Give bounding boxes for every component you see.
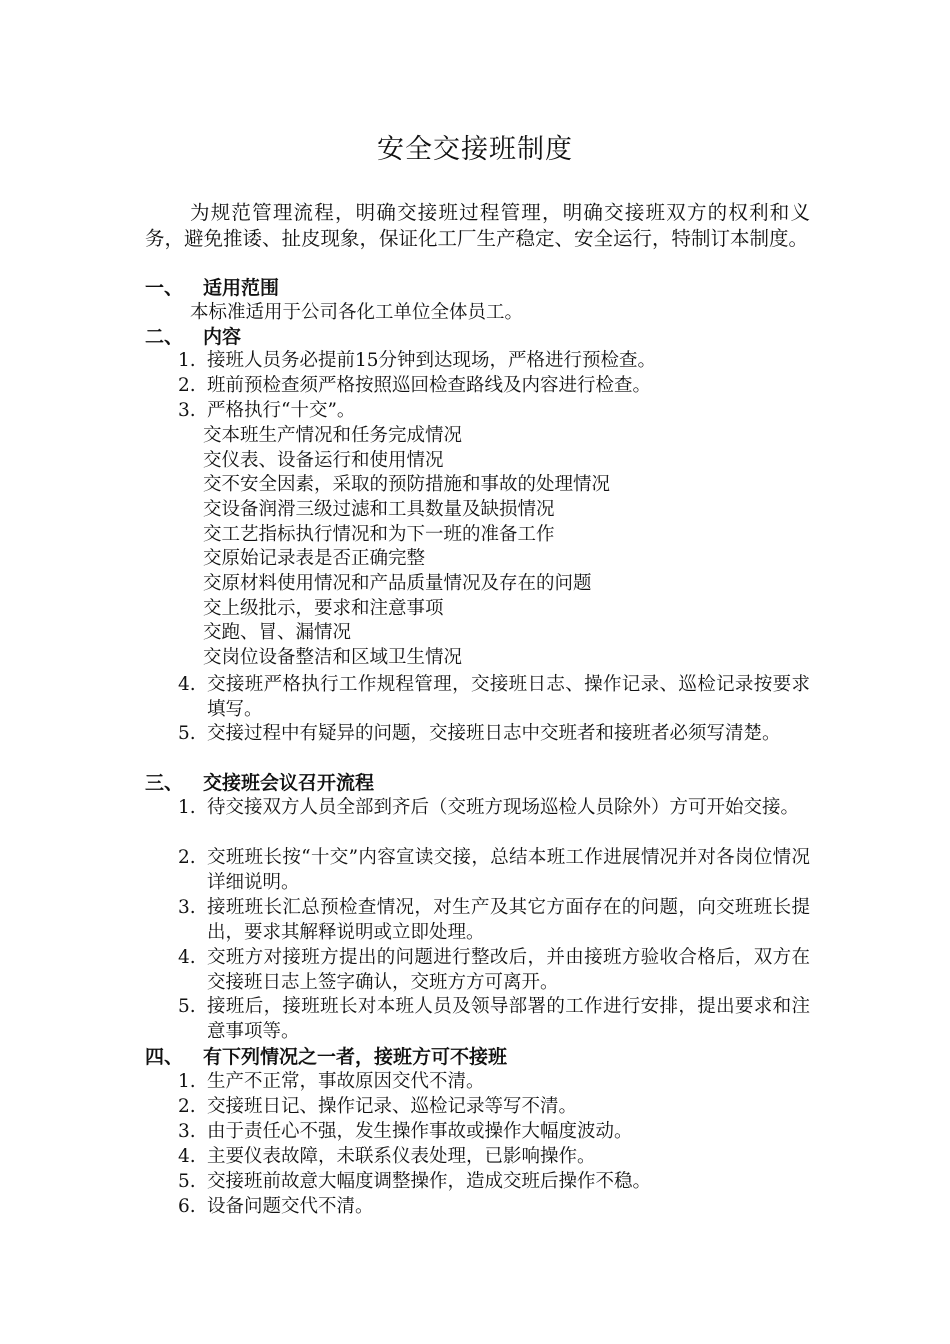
item-number: 2. bbox=[178, 847, 196, 868]
list-item bbox=[178, 399, 810, 424]
item-number: 5. bbox=[178, 1171, 196, 1192]
item-number: 3. bbox=[178, 400, 196, 421]
section-1-text: 本标准适用于公司各化工单位全体员工。 bbox=[190, 302, 524, 323]
list-item bbox=[178, 995, 810, 1044]
item-number: 4. bbox=[178, 1146, 196, 1167]
ten-handover-item: 交设备润滑三级过滤和工具数量及缺损情况 bbox=[203, 499, 555, 520]
item-text: 主要仪表故障，未联系仪表处理，已影响操作。 bbox=[207, 1146, 596, 1167]
section-2-heading bbox=[145, 325, 241, 349]
item-text: 接班后，接班班长对本班人员及领导部署的工作进行安排，提出要求和注意事项等。 bbox=[207, 996, 810, 1042]
section-number: 四、 bbox=[145, 1046, 184, 1068]
item-number: 1. bbox=[178, 797, 196, 818]
list-item bbox=[178, 1170, 810, 1195]
list-item bbox=[178, 946, 810, 995]
list-item bbox=[178, 1095, 810, 1120]
section-number: 三、 bbox=[145, 772, 184, 794]
item-text: 接班班长汇总预检查情况，对生产及其它方面存在的问题，向交班班长提出，要求其解释说明或立即处理。 bbox=[207, 897, 810, 943]
section-1-heading bbox=[145, 276, 279, 300]
section-number: 一、 bbox=[145, 277, 184, 299]
item-number: 3. bbox=[178, 1121, 196, 1142]
item-text: 交接班严格执行工作规程管理，交接班日志、操作记录、巡检记录按要求填写。 bbox=[207, 674, 810, 720]
item-number: 5. bbox=[178, 996, 196, 1017]
item-text: 由于责任心不强，发生操作事故或操作大幅度波动。 bbox=[207, 1121, 633, 1142]
list-item bbox=[178, 722, 810, 747]
section-3-heading bbox=[145, 771, 374, 795]
list-item bbox=[178, 796, 810, 821]
item-text: 严格执行“十交”。 bbox=[207, 400, 356, 421]
item-text: 交班班长按“十交”内容宣读交接，总结本班工作进展情况并对各岗位情况详细说明。 bbox=[207, 847, 810, 893]
ten-handover-item: 交原材料使用情况和产品质量情况及存在的问题 bbox=[203, 573, 592, 594]
list-item bbox=[178, 673, 810, 722]
list-item bbox=[178, 349, 810, 374]
item-text: 交接班日记、操作记录、巡检记录等写不清。 bbox=[207, 1096, 578, 1117]
list-item bbox=[178, 1195, 810, 1220]
section-title: 有下列情况之一者，接班方可不接班 bbox=[203, 1046, 508, 1068]
ten-handover-item: 交上级批示，要求和注意事项 bbox=[203, 598, 444, 619]
item-text: 交接班前故意大幅度调整操作，造成交班后操作不稳。 bbox=[207, 1171, 652, 1192]
item-text: 待交接双方人员全部到齐后（交班方现场巡检人员除外）方可开始交接。 bbox=[207, 797, 800, 818]
ten-handover-item: 交不安全因素，采取的预防措施和事故的处理情况 bbox=[203, 474, 611, 495]
section-title: 内容 bbox=[203, 326, 242, 348]
item-number: 2. bbox=[178, 1096, 196, 1117]
item-number: 3. bbox=[178, 897, 196, 918]
list-item bbox=[178, 1070, 810, 1095]
item-number: 1. bbox=[178, 1071, 196, 1092]
item-number: 1. bbox=[178, 350, 196, 371]
item-number: 5. bbox=[178, 723, 196, 744]
list-item bbox=[178, 1120, 810, 1145]
section-title: 交接班会议召开流程 bbox=[203, 772, 375, 794]
item-text: 接班人员务必提前15分钟到达现场，严格进行预检查。 bbox=[207, 350, 657, 371]
ten-handover-item: 交跑、冒、漏情况 bbox=[203, 622, 352, 643]
section-number: 二、 bbox=[145, 326, 184, 348]
item-number: 4. bbox=[178, 947, 196, 968]
ten-handover-item: 交原始记录表是否正确完整 bbox=[203, 548, 426, 569]
section-title: 适用范围 bbox=[203, 277, 280, 299]
ten-handover-item: 交仪表、设备运行和使用情况 bbox=[203, 450, 444, 471]
ten-handover-item: 交本班生产情况和任务完成情况 bbox=[203, 425, 463, 446]
list-item bbox=[178, 846, 810, 895]
item-text: 生产不正常，事故原因交代不清。 bbox=[207, 1071, 485, 1092]
document-title: 安全交接班制度 bbox=[377, 134, 573, 165]
section-4-heading bbox=[145, 1045, 507, 1069]
list-item bbox=[178, 374, 810, 399]
item-text: 设备问题交代不清。 bbox=[207, 1196, 374, 1217]
item-number: 2. bbox=[178, 375, 196, 396]
list-item bbox=[178, 896, 810, 945]
ten-handover-item: 交岗位设备整洁和区域卫生情况 bbox=[203, 647, 463, 668]
item-number: 4. bbox=[178, 674, 196, 695]
list-item bbox=[178, 1145, 810, 1170]
item-text: 班前预检查须严格按照巡回检查路线及内容进行检查。 bbox=[207, 375, 652, 396]
ten-handover-item: 交工艺指标执行情况和为下一班的准备工作 bbox=[203, 524, 555, 545]
item-text: 交接过程中有疑异的问题，交接班日志中交班者和接班者必须写清楚。 bbox=[207, 723, 781, 744]
item-number: 6. bbox=[178, 1196, 196, 1217]
item-text: 交班方对接班方提出的问题进行整改后，并由接班方验收合格后，双方在交接班日志上签字确认，交班方方可离开。 bbox=[207, 947, 810, 993]
intro-paragraph: 为规范管理流程，明确交接班过程管理，明确交接班双方的权利和义务，避免推诿、扯皮现象，保证化工厂生产稳定、安全运行，特制订本制度。 bbox=[145, 201, 810, 250]
